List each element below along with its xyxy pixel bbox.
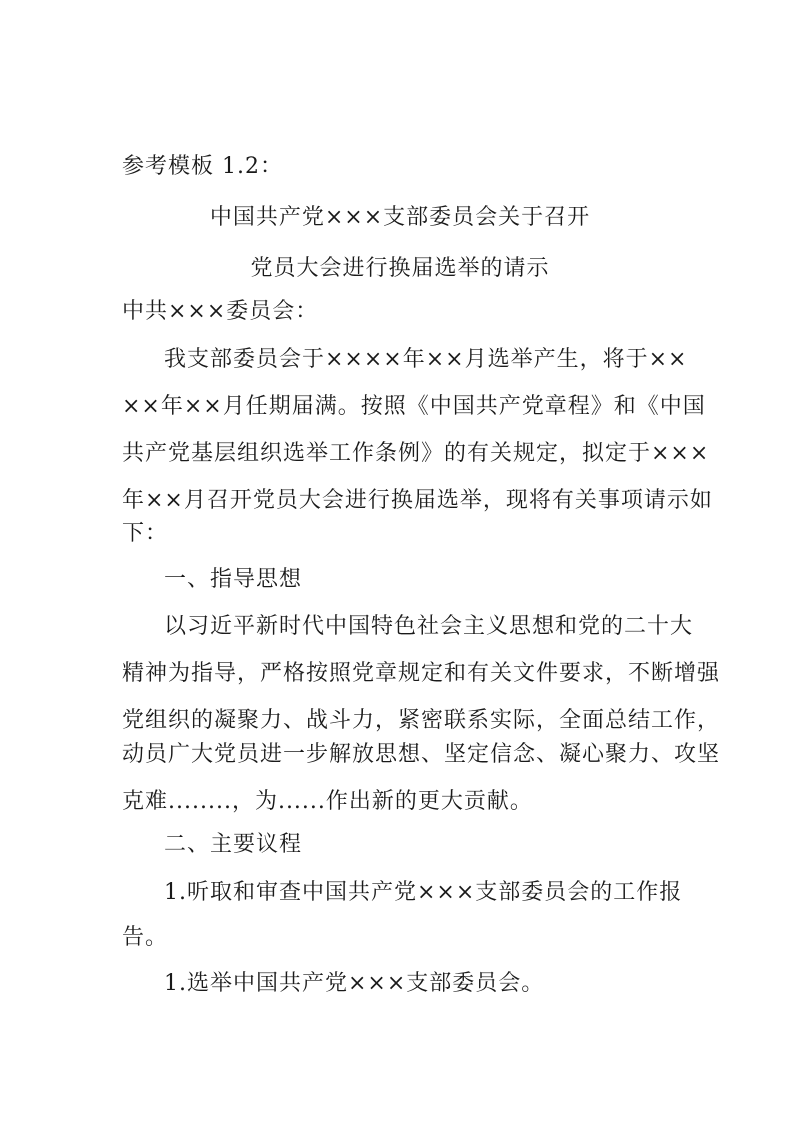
paragraph-line: 我支部委员会于××××年××月选举产生，将于×× [164, 347, 688, 372]
paragraph-line: 下： [122, 521, 169, 546]
paragraph-line: 动员广大党员进一步解放思想、坚定信念、凝心聚力、攻坚 [122, 742, 721, 767]
section-heading-guiding-ideology: 一、指导思想 [164, 567, 303, 592]
paragraph-line: ××年××月任期届满。按照《中国共产党章程》和《中国 [122, 394, 706, 419]
paragraph-line: 克难........，为......作出新的更大贡献。 [122, 789, 533, 814]
paragraph-line: 告。 [122, 925, 169, 950]
document-title-line-2: 党员大会进行换届选举的请示 [250, 256, 550, 281]
section-heading-main-agenda: 二、主要议程 [164, 832, 303, 857]
paragraph-line: 年××月召开党员大会进行换届选举，现将有关事项请示如 [122, 488, 713, 513]
paragraph-line: 党组织的凝聚力、战斗力，紧密联系实际，全面总结工作， [122, 708, 721, 733]
paragraph-line: 以习近平新时代中国特色社会主义思想和党的二十大 [164, 614, 694, 639]
template-label: 参考模板 1.2： [122, 154, 283, 179]
addressee: 中共×××委员会： [122, 299, 319, 324]
paragraph-line: 1.听取和审查中国共产党×××支部委员会的工作报 [164, 880, 683, 905]
agenda-item-2: 1.选举中国共产党×××支部委员会。 [164, 971, 545, 996]
document-title-line-1: 中国共产党×××支部委员会关于召开 [209, 205, 591, 230]
paragraph-line: 共产党基层组织选举工作条例》的有关规定，拟定于××× [122, 441, 710, 466]
paragraph-line: 精神为指导，严格按照党章规定和有关文件要求，不断增强 [122, 661, 721, 686]
